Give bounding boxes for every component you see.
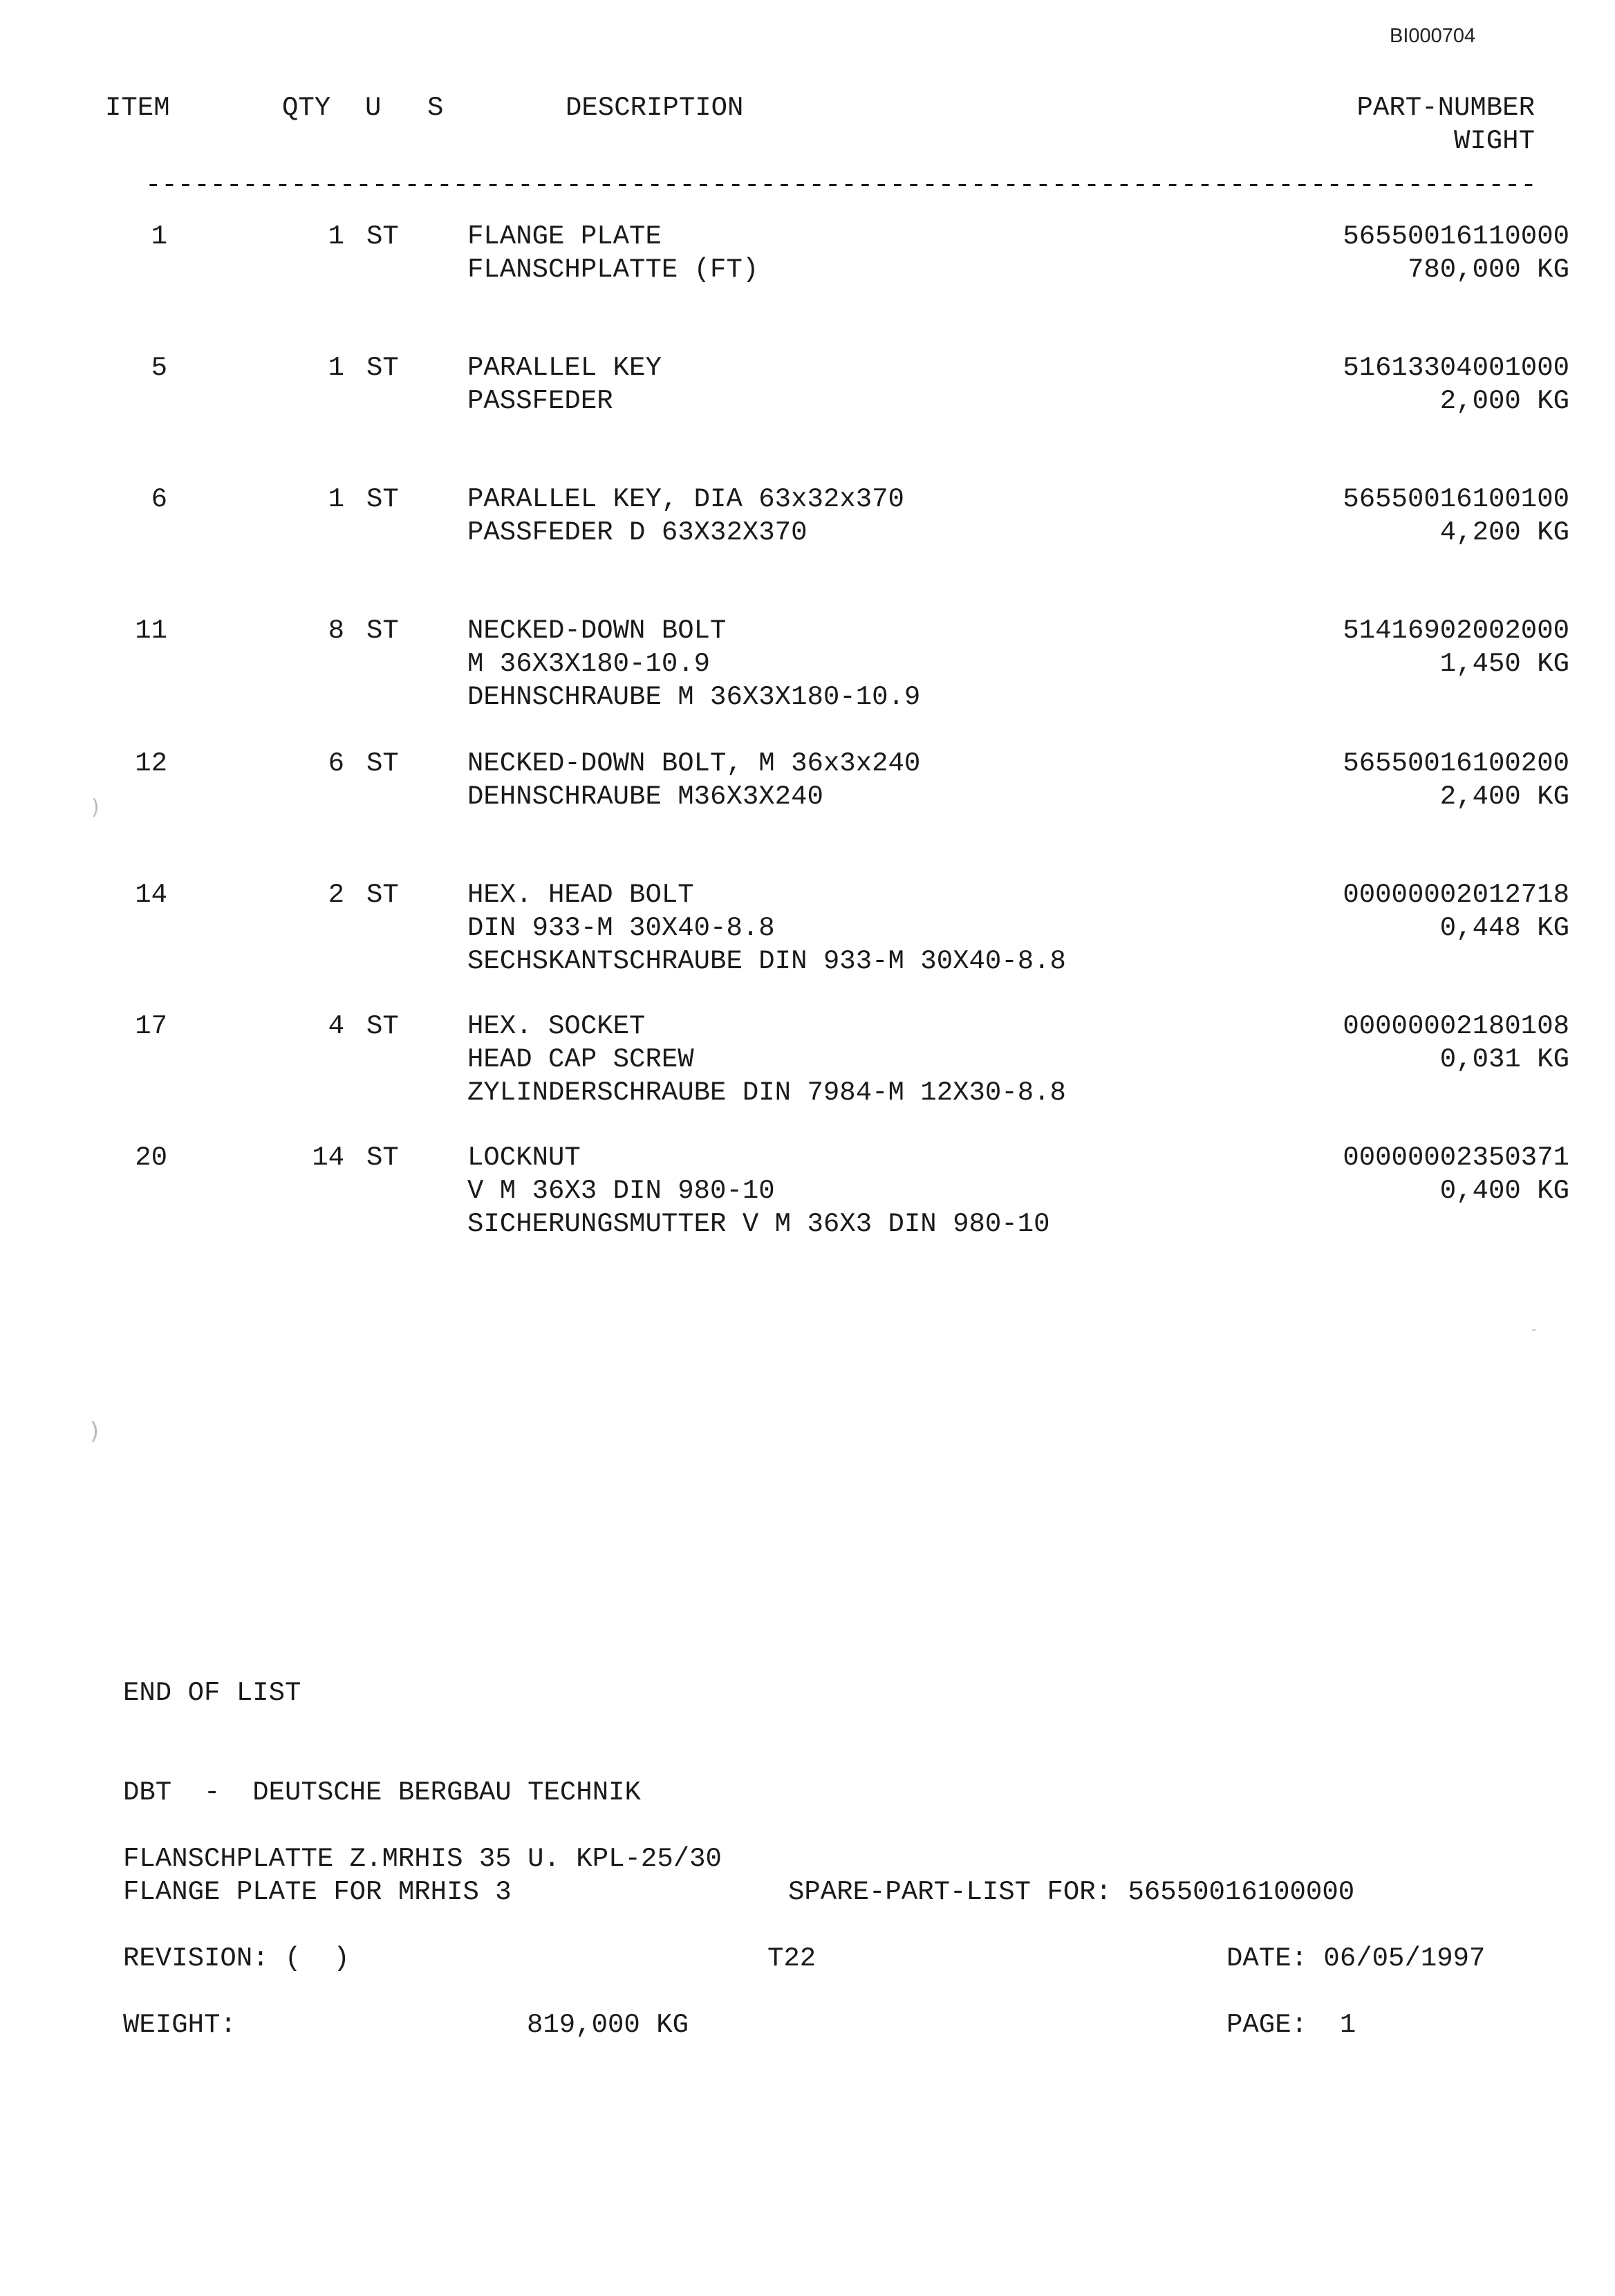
table-row (0, 1010, 1615, 1113)
item-number: 17 (135, 1011, 167, 1041)
item-description: HEX. HEAD BOLT DIN 933-M 30X40-8.8 SECHSKANTSCHRAUBE DIN 933-M 30X40-8.8 (467, 880, 1066, 976)
header-s: S (427, 93, 444, 123)
item-unit: ST (366, 880, 399, 910)
item-part-number: 51613304001000 (1343, 353, 1569, 383)
header-item: ITEM (105, 93, 170, 123)
item-unit: ST (366, 748, 399, 779)
item-quantity: 2 (328, 880, 344, 910)
header-description: DESCRIPTION (566, 93, 744, 123)
item-part-info (1343, 1141, 1569, 1207)
item-description: FLANGE PLATE FLANSCHPLATTE (FT) (467, 221, 759, 285)
item-unit: ST (366, 615, 399, 646)
table-row (0, 878, 1615, 982)
header-qty: QTY (282, 93, 331, 123)
document-code: BI000704 (1390, 25, 1476, 47)
revision: REVISION: ( ) (123, 1943, 350, 1974)
item-part-info (1343, 614, 1569, 681)
item-unit: ST (366, 1011, 399, 1041)
item-part-number: 00000002350371 (1343, 1142, 1569, 1173)
table-row (0, 483, 1615, 586)
item-description: NECKED-DOWN BOLT, M 36x3x240 DEHNSCHRAUBE M36X3X240 (467, 748, 921, 812)
item-description: LOCKNUT V M 36X3 DIN 980-10 SICHERUNGSMUTTER V M 36X3 DIN 980-10 (467, 1142, 1050, 1239)
item-part-number: 56550016110000 (1343, 221, 1569, 252)
total-weight-label: WEIGHT: (123, 2010, 236, 2040)
scan-mark: ) (91, 795, 100, 820)
item-number: 1 (151, 221, 167, 252)
item-weight: 4,200 KG (1439, 517, 1569, 548)
item-number: 5 (151, 353, 167, 383)
item-part-number: 00000002180108 (1343, 1011, 1569, 1041)
header-divider: -------------------------------------------------------------------------------------- (145, 170, 1537, 201)
item-quantity: 4 (328, 1011, 344, 1041)
header-unit: U (365, 93, 382, 123)
item-unit: ST (366, 1142, 399, 1173)
item-unit: ST (366, 484, 399, 515)
item-weight: 0,400 KG (1439, 1176, 1569, 1206)
item-part-info (1343, 220, 1569, 286)
item-weight: 2,000 KG (1439, 386, 1569, 416)
table-row (0, 747, 1615, 851)
revision-code: T22 (767, 1943, 816, 1974)
table-row (0, 1141, 1615, 1245)
item-part-number: 00000002012718 (1343, 880, 1569, 910)
item-number: 6 (151, 484, 167, 515)
item-part-info (1343, 878, 1569, 945)
footer-title-english: FLANGE PLATE FOR MRHIS 3 (123, 1877, 512, 1907)
item-weight: 1,450 KG (1439, 649, 1569, 679)
item-part-info (1343, 747, 1569, 813)
item-description: HEX. SOCKET HEAD CAP SCREW ZYLINDERSCHRAUBE DIN 7984-M 12X30-8.8 (467, 1011, 1066, 1108)
item-description: PARALLEL KEY PASSFEDER (467, 353, 662, 416)
page-number: PAGE: 1 (1226, 2010, 1356, 2040)
item-weight: 780,000 KG (1407, 254, 1569, 285)
item-quantity: 14 (312, 1142, 344, 1173)
item-part-number: 51416902002000 (1343, 615, 1569, 646)
scan-mark: ) (90, 1418, 100, 1445)
item-quantity: 6 (328, 748, 344, 779)
scan-mark: - (1531, 1321, 1537, 1337)
item-weight: 0,448 KG (1439, 913, 1569, 943)
footer-title-german: FLANSCHPLATTE Z.MRHIS 35 U. KPL-25/30 (123, 1844, 722, 1874)
header-part-number: PART-NUMBER (1356, 93, 1535, 123)
company-name: DBT - DEUTSCHE BERGBAU TECHNIK (123, 1777, 641, 1808)
item-quantity: 1 (328, 484, 344, 515)
item-unit: ST (366, 221, 399, 252)
table-row (0, 220, 1615, 324)
end-of-list: END OF LIST (123, 1678, 301, 1708)
item-number: 14 (135, 880, 167, 910)
table-row (0, 614, 1615, 718)
item-part-info (1343, 1010, 1569, 1076)
item-quantity: 8 (328, 615, 344, 646)
item-quantity: 1 (328, 353, 344, 383)
item-description: NECKED-DOWN BOLT M 36X3X180-10.9 DEHNSCHRAUBE M 36X3X180-10.9 (467, 615, 921, 712)
date: DATE: 06/05/1997 (1226, 1943, 1486, 1974)
header-weight: WIGHT (1453, 126, 1535, 156)
spare-part-list-number: SPARE-PART-LIST FOR: 56550016100000 (788, 1877, 1355, 1907)
item-weight: 0,031 KG (1439, 1044, 1569, 1075)
item-part-info (1343, 483, 1569, 549)
item-number: 20 (135, 1142, 167, 1173)
total-weight-value: 819,000 KG (527, 2010, 689, 2040)
item-number: 11 (135, 615, 167, 646)
item-description: PARALLEL KEY, DIA 63x32x370 PASSFEDER D 63X32X370 (467, 484, 904, 548)
item-part-info (1343, 351, 1569, 418)
item-part-number: 56550016100100 (1343, 484, 1569, 515)
item-number: 12 (135, 748, 167, 779)
item-quantity: 1 (328, 221, 344, 252)
table-row (0, 351, 1615, 455)
item-unit: ST (366, 353, 399, 383)
item-part-number: 56550016100200 (1343, 748, 1569, 779)
item-weight: 2,400 KG (1439, 781, 1569, 812)
